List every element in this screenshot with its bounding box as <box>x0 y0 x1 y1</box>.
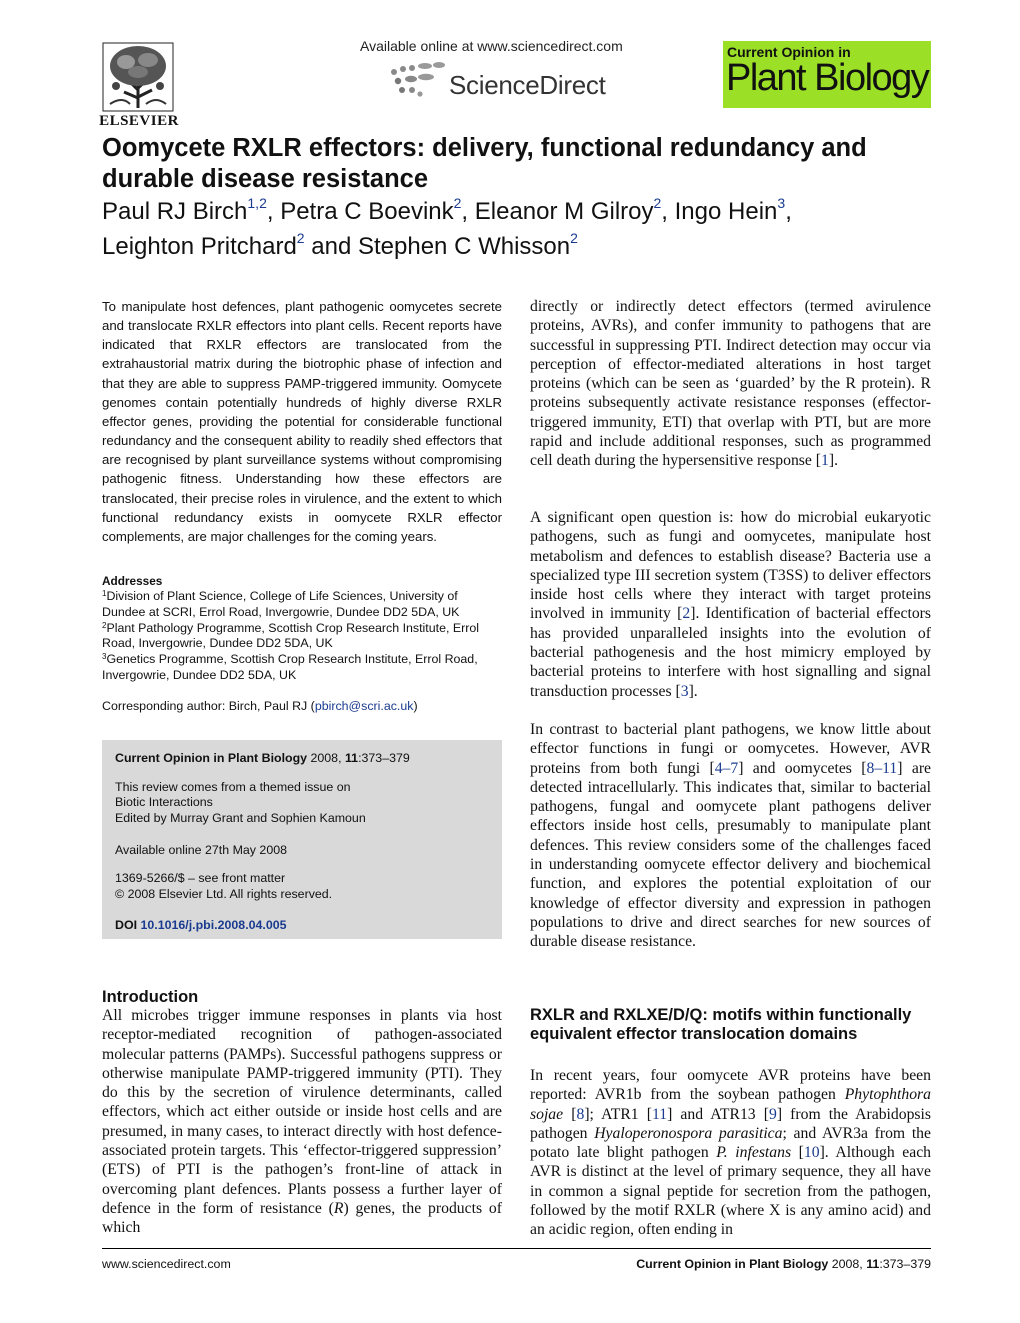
address-text: Genetics Programme, Scottish Crop Research Institute, Errol Road, Invergowrie, Dundee DD2 5DA, UK <box>102 652 478 682</box>
author-affiliation-sup[interactable]: 2 <box>453 195 462 211</box>
author-name: Stephen C Whisson <box>357 233 571 260</box>
abstract: To manipulate host defences, plant pathogenic oomycetes secrete and translocate RXLR effectors into plant cells. Recent reports have indicated that RXLR effectors are translocated from the extrahaustorial matrix during the biotrophic phase of infection and that they are able to suppress PAMP-triggered immunity. Oomycete genomes contain potentially hundreds of highly diverse RXLR effector genes, providing the potential for considerable functional redundancy and the consequent ability to readily shed effectors that are recognised by plant surveillance systems without compromising pathogenic fitness. Understanding how these effectors are translocated, their precise roles in virulence, and the extent to which functional redundancy exists in oomycete RXLR effector complements, are major challenges for the coming years. <box>102 299 502 544</box>
sciencedirect-logo: ScienceDirect <box>449 70 606 100</box>
corresponding-close: ) <box>413 699 418 713</box>
address-item <box>102 652 502 684</box>
reference-link[interactable]: 4–7 <box>714 759 739 777</box>
info-editors: Edited by Murray Grant and Sophien Kamoun <box>115 811 366 825</box>
body-paragraph <box>530 720 931 952</box>
author-affiliation-sup[interactable]: 3 <box>777 195 786 211</box>
paragraph-text: A significant open question is: how do microbial eukaryotic pathogens, such as fungi and oomycetes, manipulate host metabolism and defences to establish disease? Bacteria use a specialized type III secretion system (T3SS) to deliver effectors inside host cells where they interact with target proteins involved in immunity [ <box>530 509 931 623</box>
corresponding-label: Corresponding author: Birch, Paul RJ ( <box>102 699 315 713</box>
reference-link[interactable]: 9 <box>768 1105 777 1123</box>
paragraph-text: ] and ATR13 [ <box>667 1105 769 1123</box>
body-paragraph <box>530 297 931 471</box>
author-separator: , <box>461 198 475 225</box>
reference-link[interactable]: 10 <box>803 1144 820 1162</box>
info-pages: :373–379 <box>358 751 410 765</box>
journal-logo-box <box>723 41 931 108</box>
footer-url[interactable]: www.sciencedirect.com <box>102 1257 231 1271</box>
author-name: Ingo Hein <box>674 198 778 225</box>
paragraph-text: ]. Identification of bacterial effectors has provided unparalleled insights into the evolution of bacterial pathogenesis and the host mimicry employed by bacterial proteins to interfere with host signalling and signal transduction processes [ <box>530 605 931 700</box>
corresponding-email-link[interactable]: pbirch@scri.ac.uk <box>314 699 414 713</box>
elsevier-logo <box>96 42 182 132</box>
reference-link[interactable]: 3 <box>680 682 689 700</box>
author-name: Leighton Pritchard <box>102 233 297 260</box>
info-available: Available online 27th May 2008 <box>115 843 287 857</box>
paragraph-text: [ <box>563 1105 577 1123</box>
author-separator: , <box>785 198 792 225</box>
addresses-heading: Addresses <box>102 574 163 588</box>
intro-text-italic: R <box>333 1199 344 1217</box>
info-issn: 1369-5266/$ – see front matter <box>115 871 286 885</box>
introduction-heading: Introduction <box>102 988 199 1006</box>
body-paragraph <box>530 508 931 701</box>
author-list <box>102 194 932 264</box>
author-affiliation-sup[interactable]: 2 <box>653 195 662 211</box>
paragraph-text: ] are detected intracellularly. This indicates that, similar to bacterial pathogens, fungal and oomycete plant pathogens deliver effectors inside host cells, presumably to manipulate plant defences. This review considers some of the challenges faced in understanding oomycete effector delivery and biochemical function, and explores the potential exploitation of our knowledge of effector diversity and expression in pathogen populations to drive and direct searches for new sources of durable disease resistance. <box>530 759 932 951</box>
address-text: Plant Pathology Programme, Scottish Crop Research Institute, Errol Road, Invergowrie, Dundee DD2 5DA, UK <box>102 620 480 651</box>
author-separator: , <box>266 198 281 225</box>
author-separator: and <box>304 233 358 260</box>
info-theme: Biotic Interactions <box>115 795 213 809</box>
footer-divider <box>102 1248 931 1249</box>
footer-volume: 11 <box>866 1257 880 1271</box>
footer-year: 2008, <box>828 1257 867 1271</box>
address-number: 2 <box>102 620 107 630</box>
author-affiliation-sup[interactable]: 1,2 <box>247 195 267 211</box>
available-online-text: Available online at www.sciencedirect.com <box>360 38 623 54</box>
paragraph-text: directly or indirectly detect effectors (termed avirulence proteins, AVRs), and confer immunity to pathogens that are successful in suppressing PTI. Indirect detection may occur via perception of effector-mediated alterations in host target proteins (which can be seen as ‘guarded’ by the R protein). R proteins subsequently activate resistance responses (effector-triggered immunity, ETI) that overlap with PTI, but are more rapid and include additional responses, such as programmed cell death during the hypersensitive response [ <box>530 298 931 470</box>
doi-link[interactable]: 10.1016/j.pbi.2008.04.005 <box>140 918 287 932</box>
info-themed-line: This review comes from a themed issue on <box>115 780 351 794</box>
footer-pages: :373–379 <box>879 1257 931 1271</box>
reference-link[interactable]: 1 <box>821 452 829 470</box>
species-name: P. infestans <box>716 1144 792 1162</box>
elsevier-wordmark: ELSEVIER <box>99 113 179 129</box>
paragraph-text: In contrast to bacterial plant pathogens, we know little about effector functions in fungi or oomycetes. However, AVR proteins from both fungi [ <box>530 721 931 777</box>
article-title <box>102 133 932 195</box>
address-number: 3 <box>102 652 107 662</box>
introduction-text <box>102 1006 502 1238</box>
author-name: Eleanor M Gilroy <box>474 198 654 225</box>
footer-citation <box>636 1257 931 1271</box>
reference-link[interactable]: 11 <box>651 1105 668 1123</box>
article-info-box <box>102 740 502 939</box>
paragraph-text: ; and AVR3a from the potato late blight pathogen <box>530 1124 931 1162</box>
info-journal: Current Opinion in Plant Biology <box>115 751 308 765</box>
address-item <box>102 589 502 621</box>
rxlr-section-heading: RXLR and RXLXE/D/Q: motifs within functionally equivalent effector translocation domains <box>530 1006 912 1043</box>
title-line-1: Oomycete RXLR effectors: delivery, functional redundancy and <box>102 134 867 162</box>
journal-box-line1: Current Opinion in <box>727 44 851 60</box>
intro-text-part: ) genes, the products of which <box>102 1199 502 1237</box>
corresponding-author <box>102 699 502 713</box>
journal-box-line2: Plant Biology <box>726 57 929 99</box>
paragraph-text: ] from the Arabidopsis pathogen <box>530 1105 932 1142</box>
paragraph-text: ] and oomycetes [ <box>738 759 867 777</box>
reference-link[interactable]: 2 <box>682 605 691 623</box>
address-text: Division of Plant Science, College of Life Sciences, University of Dundee at SCRI, Errol Road, Invergowrie, Dundee DD2 5DA, UK <box>102 589 460 619</box>
paragraph-text: ]. <box>828 452 839 470</box>
author-separator: , <box>661 198 675 225</box>
info-copyright: © 2008 Elsevier Ltd. All rights reserved. <box>115 887 333 901</box>
intro-text-part: All microbes trigger immune responses in plants via host receptor-mediated recognition of pathogen-associated molecular patterns (PAMPs). Successful pathogens suppress or otherwise manipulate PAMP-triggered immunity (PTI). They do this by the secretion of virulence determinants, called effectors, which act either outside or inside host cells and are presumed, in many cases, to interact directly with host defence-associated protein targets. This ‘effector-triggered suppression’ (ETS) of PTI is the pathogen’s front-line of attack in overcoming plant defences. Plants possess a further layer of defence in the form of resistance ( <box>102 1007 502 1217</box>
paragraph-text: ]. <box>688 682 698 700</box>
title-line-2: durable disease resistance <box>102 165 429 193</box>
info-doi-label: DOI <box>115 918 141 932</box>
author-affiliation-sup[interactable]: 2 <box>296 230 305 246</box>
reference-link[interactable]: 8–11 <box>866 759 898 777</box>
footer-journal: Current Opinion in Plant Biology <box>636 1257 829 1271</box>
sciencedirect-dots-icon <box>388 60 448 98</box>
author-name: Petra C Boevink <box>280 198 454 225</box>
info-doi <box>115 918 287 934</box>
info-citation <box>115 751 410 767</box>
addresses-list <box>102 589 502 684</box>
elsevier-tree-icon <box>102 42 174 112</box>
info-year: 2008, <box>307 751 345 765</box>
info-volume: 11 <box>344 751 359 765</box>
author-affiliation-sup[interactable]: 2 <box>570 230 578 246</box>
address-item <box>102 621 502 653</box>
address-number: 1 <box>102 589 107 598</box>
paragraph-text: In recent years, four oomycete AVR proteins have been reported: AVR1b from the soybean pathogen <box>530 1067 931 1104</box>
reference-link[interactable]: 8 <box>576 1105 585 1123</box>
species-name: Phytophthora sojae <box>530 1086 931 1123</box>
paragraph-text: ]; ATR1 [ <box>584 1105 652 1123</box>
author-name: Paul RJ Birch <box>102 198 248 225</box>
paragraph-text: ]. Although each AVR is distinct at the level of primary sequence, they all have in common a signal peptide for secretion from the pathogen, followed by the motif RXLR (where X is any amino acid) and an acidic region, often ending in <box>530 1144 931 1239</box>
species-name: Hyaloperonospora parasitica <box>594 1124 783 1142</box>
body-paragraph <box>530 1066 931 1240</box>
paragraph-text: [ <box>791 1144 804 1162</box>
